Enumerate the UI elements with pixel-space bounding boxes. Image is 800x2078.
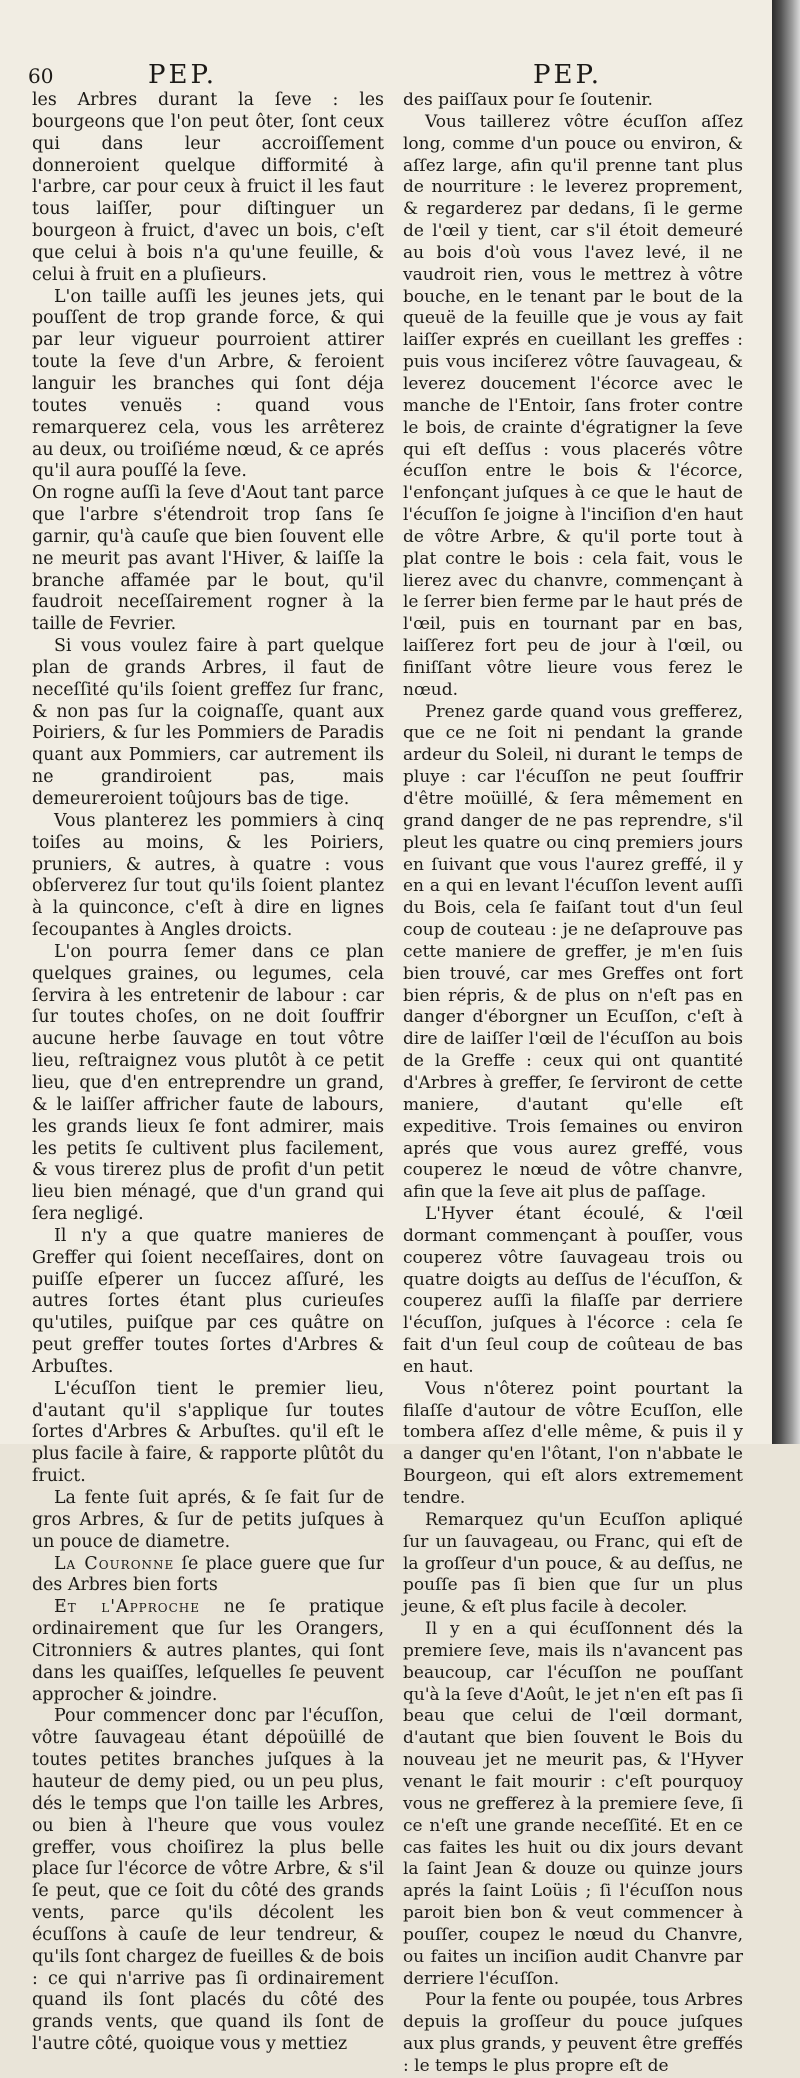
paragraph: L'Hyver étant écoulé, & l'œil dormant commençant à pouſſer, vous couperez vôtre ſauvageau trois ou quatre doigts au deſſus de l'écuſſon, & couperez auſſi la filaſſe par derriere l'écuſſon, juſques à l'écorce : cela ſe fait d'un ſeul coup de coûteau de bas en haut. xyxy=(403,1204,743,1377)
paragraph: On rogne auſſi la ſeve d'Aout tant parce que l'arbre s'étendroit trop ſans ſe garnir, qu'à cauſe que bien ſouvent elle ne meurit pas avant l'Hiver, & laiſſe la branche affamée par le bout, qu'il faudroit neceſſairement rogner à la taille de Fevrier. xyxy=(32,483,384,635)
paragraph: Et l'Approche ne ſe pratique ordinairement que ſur les Orangers, Citronniers & autres plantes, qui ſont dans les quaiſſes, leſquelles ſe peuvent approcher & joindre. xyxy=(32,1597,384,1705)
right-column xyxy=(403,90,743,2078)
paragraph: Pour commencer donc par l'écuſſon, vôtre ſauvageau étant dépoüillé de toutes petites branches juſques à la hauteur de demy pied, ou un peu plus, dés le temps que l'on taille les Arbres, ou bien à l'heure que vous voulez greffer, vous choiſirez la plus belle place ſur l'écorce de vôtre Arbre, & s'il ſe peut, que ce ſoit du côté des grands vents, parce qu'ils décolent les écuſſons à cauſe de leur tendreur, & qu'ils ſont chargez de fueilles & de bois : ce qui n'arrive pas ſi ordinairement quand ils ſont placés du côté des grands vents, que quand ils ſont de l'autre côté, quoique vous y mettiez xyxy=(32,1706,384,2055)
paragraph: Pour la fente ou poupée, tous Arbres depuis la groſſeur du pouce juſques aux plus grands, y peuvent être greffés : le temps le plus propre eſt de xyxy=(403,1990,743,2076)
paragraph: Vous planterez les pommiers à cinq toiſes au moins, & les Poiriers, pruniers, & autres, à quatre : vous obſerverez ſur tout qu'ils ſoient plantez à la quinconce, c'eſt à dire en lignes ſecoupantes à Angles droicts. xyxy=(32,810,384,941)
paragraph: les Arbres durant la ſeve : les bourgeons que l'on peut ôter, ſont ceux qui dans leur accroiſſement donneroient quelque difformité à l'arbre, car pour ceux à fruict il les faut tous laiſſer, pour diſtinguer un bourgeon à fruict, d'avec un bois, c'eſt que celui à bois n'a qu'une feuille, & celui à fruit en a pluſieurs. xyxy=(32,90,384,285)
paragraph: des paiſſaux pour ſe ſoutenir. xyxy=(403,90,653,110)
paragraph: Vous n'ôterez point pourtant la filaſſe d'autour de vôtre Ecuſſon, elle tombera aſſez d'elle même, & puis il y a danger qu'en l'ôtant, l'on n'abbate le Bourgeon, qui eſt alors extremement tendre. xyxy=(403,1378,743,1508)
paragraph: Il n'y a que quatre manieres de Greffer qui ſoient neceſſaires, dont on puiſſe eſperer un ſuccez aſſuré, les autres ſortes étant plus curieuſes qu'utiles, puiſque par ces quâtre on peut greffer toutes ſortes d'Arbres & Arbuſtes. xyxy=(32,1225,384,1377)
running-head-right: PEP. xyxy=(533,60,602,90)
paragraph: L'écuſſon tient le premier lieu, d'autant qu'il s'applique ſur toutes ſortes d'Arbres & Arbuſtes. qu'il eſt le plus facile à faire, & rapporte plûtôt du fruict. xyxy=(32,1378,384,1487)
running-head-left: PEP. xyxy=(148,60,217,90)
page-header xyxy=(28,60,748,92)
book-gutter-shadow xyxy=(772,0,800,1444)
paragraph: L'on pourra ſemer dans ce plan quelques graines, ou legumes, cela ſervira à les entretenir de labour : car ſur toutes choſes, on ne doit ſouffrir aucune herbe ſauvage en tout vôtre lieu, reſtraignez vous plutôt à ce petit lieu, que d'en entreprendre un grand, & le laiſſer affricher faute de labours, les grands lieux ſe font admirer, mais les petits ſe cultivent plus facilement, & vous tirerez plus de profit d'un petit lieu bien ménagé, que d'un grand qui ſera negligé. xyxy=(32,941,384,1225)
paragraph: L'on taille auſſi les jeunes jets, qui pouſſent de trop grande force, & qui par leur vigueur pourroient attirer toute la ſeve d'un Arbre, & feroient languir les branches qui ſont déja toutes venuës : quand vous remarquerez cela, vous les arrêterez au deux, ou troiſiéme nœud, & ce aprés qu'il aura pouſſé la ſeve. xyxy=(32,286,384,482)
paragraph: Il y en a qui écuſſonnent dés la premiere ſeve, mais ils n'avancent pas beaucoup, car l'écuſſon ne pouſſant qu'à la ſeve d'Août, le jet n'en eſt pas ſi beau que celui de l'œil dormant, d'autant que bien ſouvent le Bois du nouveau jet ne meurit pas, & l'Hyver venant le fait mourir : c'eſt pourquoy vous ne grefferez à la premiere ſeve, ſi ce n'eſt une grande neceſſité. Et en ce cas faites les huit ou dix jours devant la ſaint Jean & douze ou quinze jours aprés la ſaint Loüis ; ſi l'écuſſon nous paroit bien bon & veut commencer à pouſſer, coupez le nœud du Chanvre, ou faites un inciſion audit Chanvre par derriere l'écuſſon. xyxy=(403,1619,743,1989)
paragraph: Si vous voulez faire à part quelque plan de grands Arbres, il faut de neceſſité qu'ils ſoient greffez ſur franc, & non pas ſur la coignaſſe, quant aux Poiriers, & ſur les Pommiers de Paradis quant aux Pommiers, car autrement ils ne grandiroient pas, mais demeureroient toûjours bas de tige. xyxy=(32,636,384,809)
left-column xyxy=(32,90,384,2056)
paragraph: La fente ſuit aprés, & ſe fait ſur de gros Arbres, & ſur de petits juſques à un pouce de diametre. xyxy=(32,1488,384,1552)
paragraph: Vous taillerez vôtre écuſſon aſſez long, comme d'un pouce ou environ, & aſſez large, afin qu'il prenne tant plus de nourriture : le leverez proprement, & regarderez par dedans, ſi le germe de l'œil y tient, car s'il étoit demeuré au bois d'où vous l'avez levé, il ne vaudroit rien, vous le mettrez à vôtre bouche, en le tenant par le bout de la queuë de la feuille que je vous ay fait laiſſer exprés en cueillant les greffes : puis vous inciſerez vôtre ſauvageau, & leverez doucement l'écorce avec le manche de l'Entoir, ſans froter contre le bois, de crainte d'égratigner la ſeve qui eſt deſſus : vous placerés vôtre écuſſon entre le bois & l'écorce, l'enfonçant juſques à ce que le haut de l'écuſſon ſe joigne à l'inciſion d'en haut de vôtre Arbre, & qu'il porte tout à plat contre le bois : cela fait, vous le lierez avec du chanvre, commençant à le ſerrer bien ferme par le haut prés de l'œil, puis en tournant par en bas, laiſſerez fort peu de jour à l'œil, ou finiſſant vôtre lieure vous ferez le nœud. xyxy=(403,111,743,700)
paragraph: La Couronne ſe place guere que ſur des Arbres bien forts xyxy=(32,1553,384,1596)
page-number: 60 xyxy=(28,64,54,88)
paragraph: Prenez garde quand vous grefferez, que ce ne ſoit ni pendant la grande ardeur du Soleil, ni durant le temps de pluye : car l'écuſſon ne peut ſouffrir d'être moüillé, & ſera mêmement en grand danger de ne pas reprendre, s'il pleut les quatre ou cinq premiers jours en ſuivant que vous l'aurez greffé, il y en a qui en levant l'écuſſon levent auſſi du Bois, cela ſe faiſant tout d'un ſeul coup de couteau : je ne deſaprouve pas cette maniere de greffer, je m'en ſuis bien trouvé, car mes Greffes ont fort bien répris, & de plus on n'eſt pas en danger d'éborgner un Ecuſſon, c'eſt à dire de laiſſer l'œil de l'écuſſon au bois de la Greffe : ceux qui ont quantité d'Arbres à greffer, ſe ſerviront de cette maniere, d'autant qu'elle eſt expeditive. Trois ſemaines ou environ aprés que vous aurez greffé, vous couperez le nœud de vôtre chanvre, afin que la ſeve ait plus de paſſage. xyxy=(403,701,743,1203)
paragraph: Remarquez qu'un Ecuſſon apliqué ſur un ſauvageau, ou Franc, qui eſt de la groſſeur d'un pouce, & au deſſus, ne pouſſe pas ſi bien que ſur un plus jeune, & eſt plus facile à decoler. xyxy=(403,1509,743,1618)
